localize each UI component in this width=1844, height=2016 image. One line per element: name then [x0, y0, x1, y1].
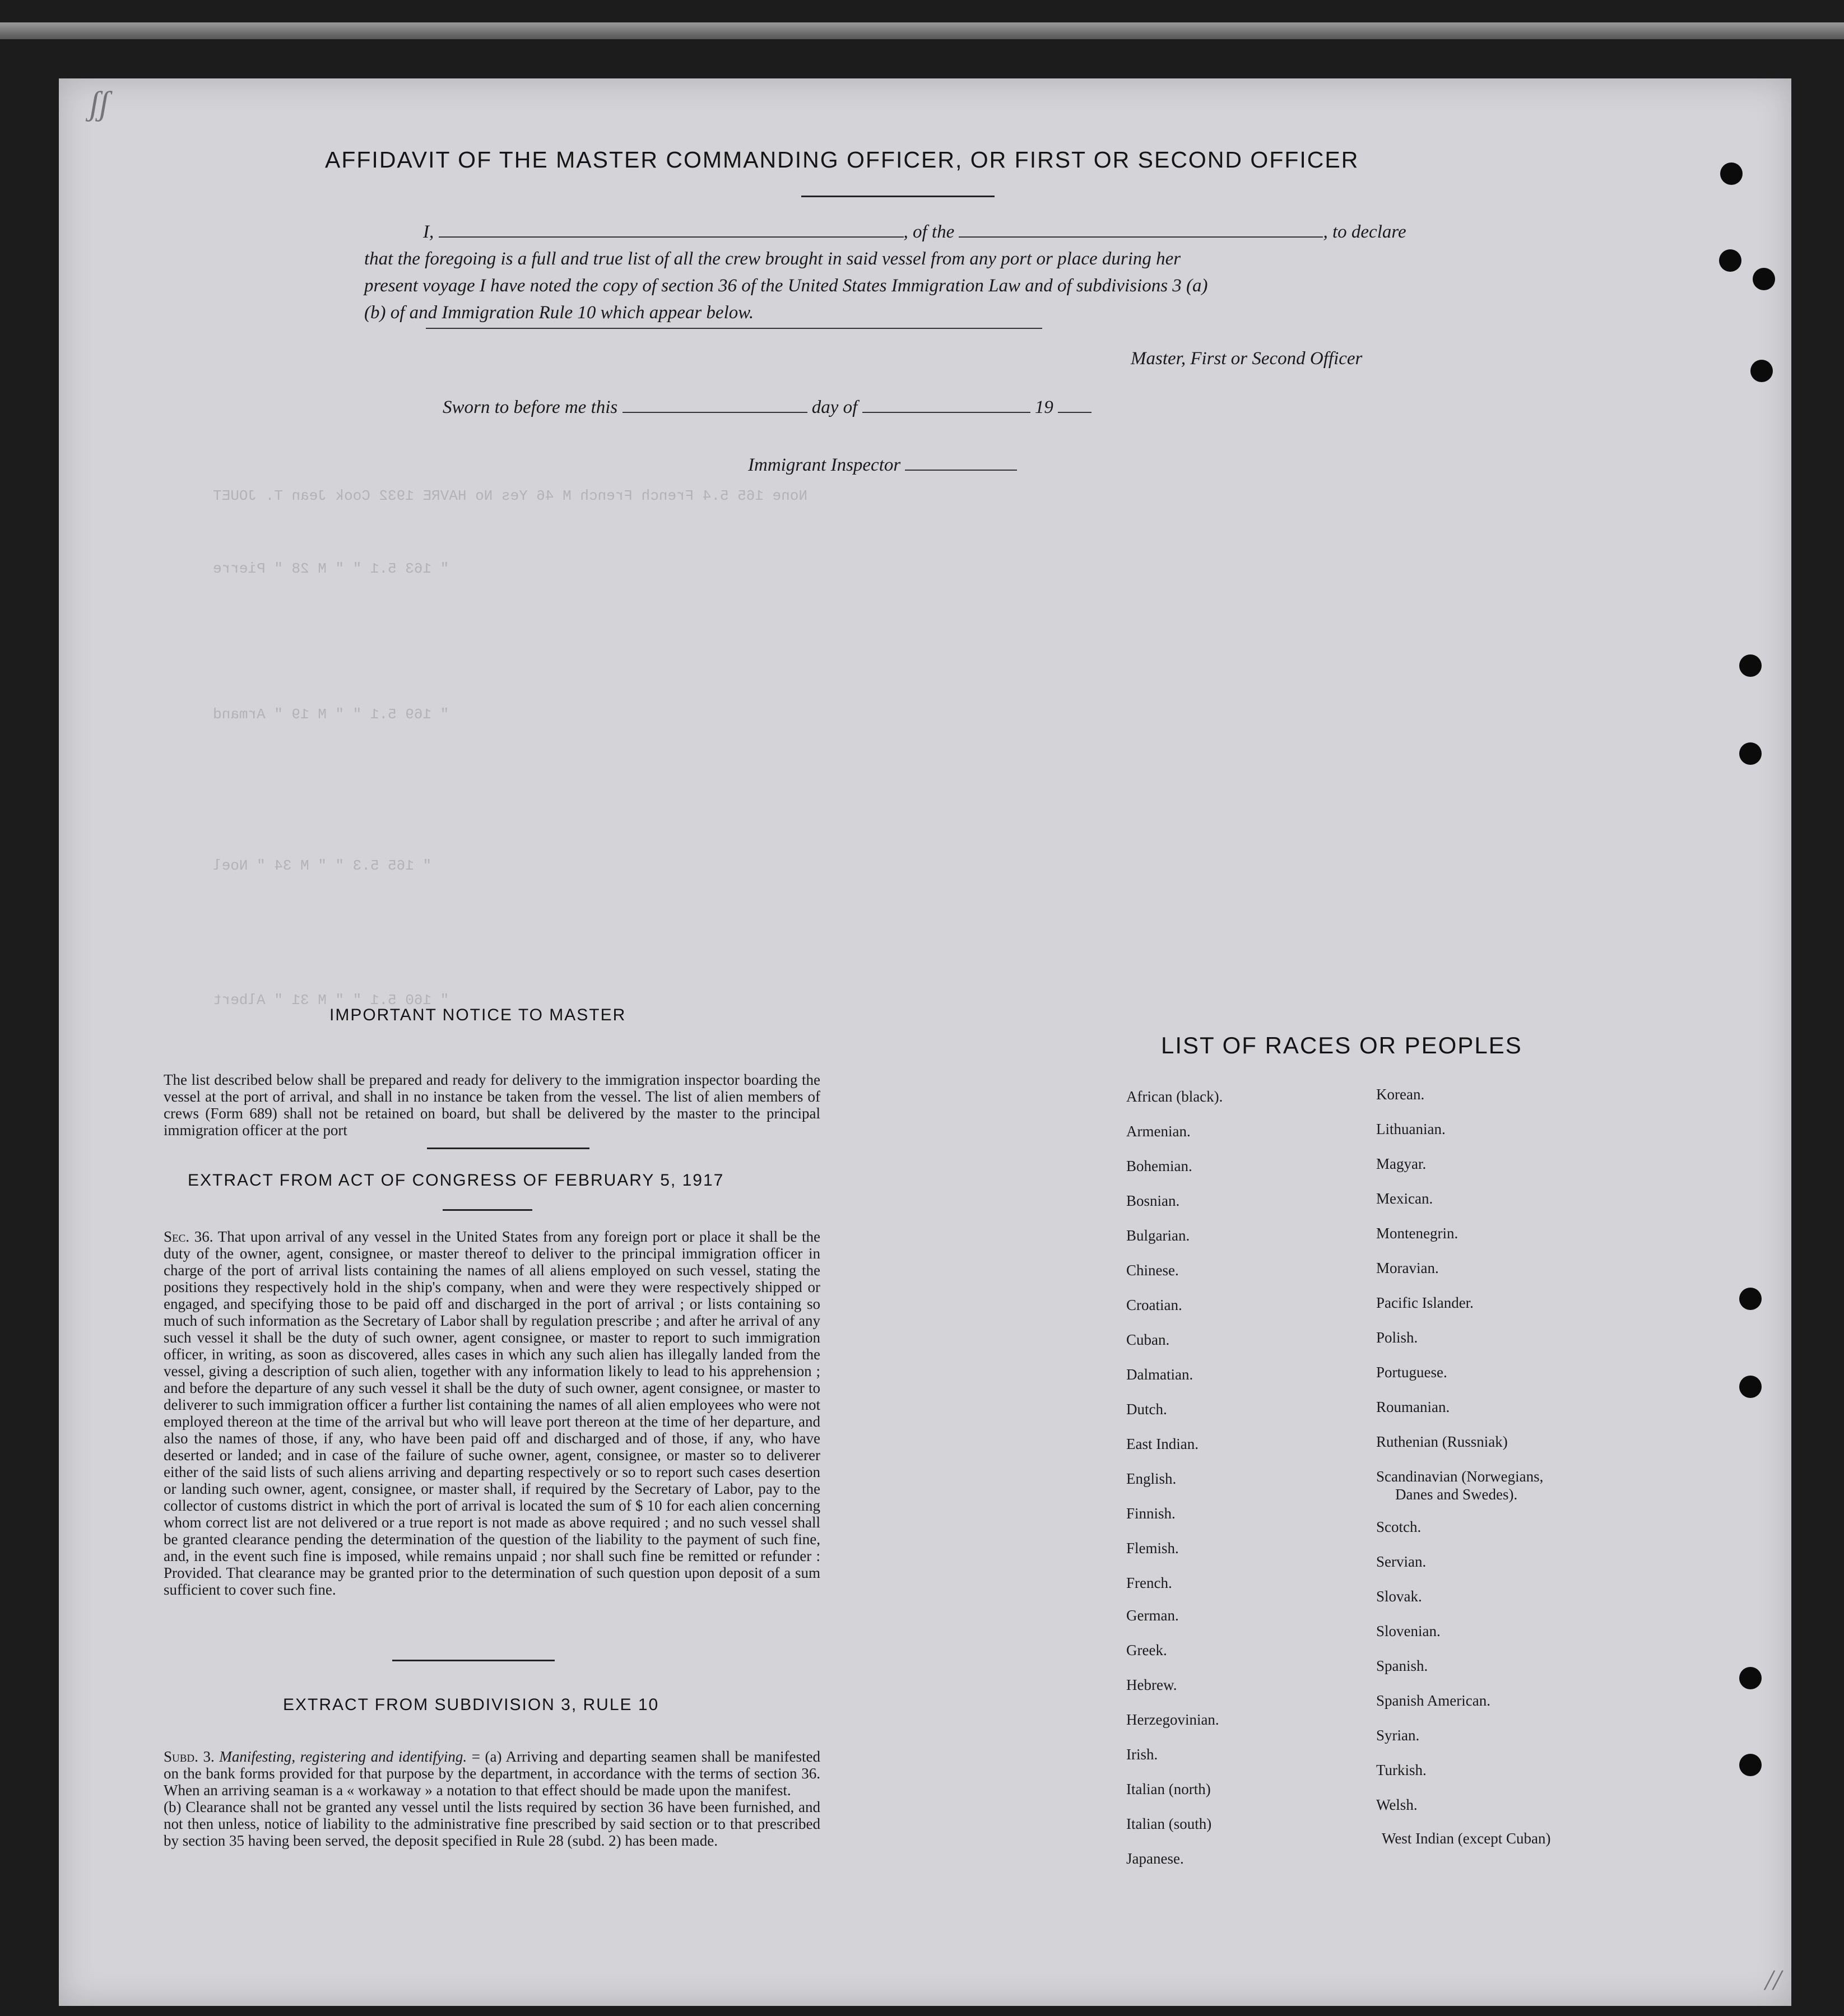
handwritten-mark: // [1765, 1964, 1781, 1996]
title-underline [801, 196, 995, 197]
rule-divider [392, 1660, 555, 1661]
notice-text: The list described below shall be prepared and ready for delivery to the immigration inspector boarding the vessel at the port of arrival, and shall in no instance be taken from the vessel. The list of alien members of crews (Form 689) shall not be retained on board, but shall be delivered by the master to the principal immigration officer at the port [164, 1071, 820, 1139]
race-item: Cuban. [1126, 1331, 1170, 1348]
declaration-line-2: that the foregoing is a full and true list of all the crew brought in said vessel from any port or place during her [364, 249, 1181, 269]
race-item: French. [1126, 1574, 1172, 1591]
bleed-through-row: " 163 5.1 " " M 28 " Pierre [213, 560, 449, 577]
punch-hole [1739, 742, 1762, 765]
race-item: Roumanian. [1376, 1399, 1450, 1415]
subd-title: Manifesting, registering and identifying. [219, 1748, 467, 1765]
declaration-line-4: (b) of and Immigration Rule 10 which appear below. [364, 303, 754, 323]
race-item: Scandinavian (Norwegians, [1376, 1468, 1544, 1485]
race-item: Portuguese. [1376, 1364, 1447, 1381]
rule-paragraph-a [164, 1748, 820, 1799]
inspector-label: Immigrant Inspector [748, 455, 901, 475]
race-item: Japanese. [1126, 1850, 1184, 1867]
signature-label: Master, First or Second Officer [1131, 349, 1363, 369]
declaration-line-3: present voyage I have noted the copy of section 36 of the United States Immigration Law and of subdivisions 3 (a) [364, 276, 1208, 296]
race-item: Irish. [1126, 1746, 1158, 1763]
race-item: Armenian. [1126, 1123, 1191, 1140]
sworn-day-blank[interactable] [623, 395, 807, 413]
race-item: Italian (north) [1126, 1781, 1211, 1797]
rule-text-a: = (a) Arriving and departing seamen shall be manifested on the bank forms provided for that purpose by the department, in accordance with the terms of section 36. When an arriving seaman is a « workaway » a notation to that effect should be made upon the manifest. [164, 1748, 821, 1799]
race-item: Herzegovinian. [1126, 1711, 1219, 1728]
race-item: Magyar. [1376, 1155, 1427, 1172]
punch-hole [1719, 249, 1741, 272]
race-item: Finnish. [1126, 1505, 1176, 1522]
punch-hole [1720, 162, 1743, 185]
inspector-line [748, 453, 1017, 476]
scanner-edge [0, 22, 1844, 39]
signature-line[interactable] [426, 328, 1042, 329]
of-the-label: , of the [903, 222, 955, 242]
punch-hole [1739, 1667, 1762, 1689]
act-text-block [164, 1228, 820, 1598]
name-blank[interactable] [439, 220, 904, 238]
race-item: Spanish. [1376, 1657, 1428, 1674]
rule-heading: EXTRACT FROM SUBDIVISION 3, RULE 10 [283, 1696, 659, 1714]
race-item: Welsh. [1376, 1796, 1418, 1813]
punch-hole [1750, 360, 1773, 382]
punch-hole [1739, 1288, 1762, 1310]
race-item: Dalmatian. [1126, 1366, 1193, 1383]
punch-hole [1739, 1376, 1762, 1398]
bleed-through-row: " 169 5.1 " " M 19 " Armand [213, 706, 449, 723]
punch-hole [1753, 268, 1775, 290]
race-item: Ruthenian (Russniak) [1376, 1433, 1508, 1450]
act-divider [443, 1209, 532, 1211]
affidavit-declaration [364, 219, 1446, 326]
race-item: Moravian. [1376, 1260, 1439, 1276]
race-item: Mexican. [1376, 1190, 1433, 1207]
rule-text-b: (b) Clearance shall not be granted any vessel until the lists required by section 36 have been furnished, and not then unless, notice of liability to the administrative fine prescribed by said section or to that prescribed by section 35 having been served, the deposit specified in Rule 28 (subd. 2) has been made. [164, 1799, 820, 1849]
sworn-year-blank[interactable] [1058, 395, 1091, 413]
rule-text-block [164, 1748, 820, 1849]
year-label: 19 [1034, 397, 1053, 417]
race-item: Dutch. [1126, 1401, 1167, 1418]
sworn-month-blank[interactable] [862, 395, 1030, 413]
bleed-through-row: " 165 5.3 " " M 34 " Noel [213, 857, 432, 874]
race-item: Servian. [1376, 1553, 1427, 1570]
sworn-line [443, 395, 1091, 418]
race-item: Montenegrin. [1376, 1225, 1459, 1242]
declaration-first-line [364, 219, 1446, 245]
race-item: Greek. [1126, 1642, 1167, 1659]
race-item: Polish. [1376, 1329, 1418, 1346]
notice-divider [427, 1148, 589, 1149]
race-item: Bosnian. [1126, 1192, 1180, 1209]
document-page [59, 78, 1791, 2006]
race-item: Lithuanian. [1376, 1121, 1446, 1137]
i-label: I, [423, 222, 434, 242]
race-item: Danes and Swedes). [1395, 1486, 1518, 1503]
race-item: German. [1126, 1607, 1179, 1624]
affidavit-title: AFFIDAVIT OF THE MASTER COMMANDING OFFICER, OR FIRST OR SECOND OFFICER [325, 147, 1359, 173]
sworn-label: Sworn to before me this [443, 397, 618, 417]
act-heading: EXTRACT FROM ACT OF CONGRESS OF FEBRUARY 5, 1917 [188, 1171, 724, 1190]
races-title: LIST OF RACES OR PEOPLES [1161, 1032, 1522, 1058]
race-item: Italian (south) [1126, 1815, 1212, 1832]
to-declare-label: , to declare [1323, 222, 1406, 242]
race-item: African (black). [1126, 1088, 1223, 1105]
race-item: Syrian. [1376, 1727, 1420, 1744]
act-section-label: Sec. 36. [164, 1228, 213, 1245]
race-item: Flemish. [1126, 1540, 1179, 1557]
inspector-blank[interactable] [905, 453, 1017, 471]
race-item: Scotch. [1376, 1518, 1422, 1535]
race-item: Spanish American. [1376, 1692, 1490, 1709]
race-item: Croatian. [1126, 1297, 1182, 1313]
race-item: Pacific Islander. [1376, 1294, 1474, 1311]
race-item: English. [1126, 1470, 1177, 1487]
day-of-label: day of [811, 397, 858, 417]
bleed-through-row: " 160 5.1 " " M 31 " Albert [213, 992, 449, 1009]
vessel-blank[interactable] [959, 220, 1323, 238]
notice-heading: IMPORTANT NOTICE TO MASTER [329, 1006, 626, 1024]
race-item: East Indian. [1126, 1436, 1199, 1452]
race-item: Turkish. [1376, 1762, 1427, 1778]
race-item: Hebrew. [1126, 1676, 1177, 1693]
race-item: Korean. [1376, 1086, 1425, 1103]
punch-hole [1739, 654, 1762, 677]
race-item: Slovenian. [1376, 1623, 1441, 1639]
race-item: West Indian (except Cuban) [1382, 1830, 1551, 1847]
subd-label: Subd. 3. [164, 1748, 215, 1765]
race-item: Bohemian. [1126, 1158, 1192, 1174]
race-item: Bulgarian. [1126, 1227, 1190, 1244]
bleed-through-row: None 165 5.4 French French M 46 Yes No HAVRE 1932 Cook Jean T. JOUET [213, 487, 807, 504]
race-item: Slovak. [1376, 1588, 1422, 1605]
handwritten-mark: ʃʃ [90, 85, 109, 122]
punch-hole [1739, 1754, 1762, 1776]
race-item: Chinese. [1126, 1262, 1179, 1279]
act-text: That upon arrival of any vessel in the United States from any foreign port or place it shall be the duty of the owner, agent, consignee, or master thereof to deliver to the principal immigration officer in charge of the port of arrival lists containing the names of all aliens employed on such vessel, stating the positions they respectively hold in the ship's company, when and were they were respectively shipped or engaged, and specifying those to be paid off and discharged in the port of arrival ; or lists containing so much of such information as the Secretary of Labor shall by regulation prescribe ; and after he arrival of any such vessel it shall be the duty of such owner, agent consignee, or master to report to such immigration officer, in writing, as soon as discovered, alles cases in which any such alien has illegally landed from the vessel, giving a description of such alien, together with any information likely to lead to his apprehension ; and before the departure of any such vessel it shall be the duty of such owner, agent consignee, or master to deliverer to such immigration officer a further list containing the names of all alien employees who were not employed thereon at the time of the arrival but who will leave port thereon at the time of her departure, and also the names of those, if any, who have been paid off and discharged and of those, if any, who have deserted or landed; and in case of the failure of suche owner, agent, consignee, or master so to deliverer either of the said lists of such aliens arriving and departing respectively or so to report such cases desertion or landing such owner, agent, consignee, or master shall, if required by the Secretary of Labor, pay to the collector of customs district in which the port of arrival is located the sum of $ 10 for each alien concerning whom correct list are not delivered or a true report is not made as above required ; and no such vessel shall be granted clearance pending the determination of the question of the liability to the payment of such fine, and, in the event such fine is imposed, while remains unpaid ; nor shall such fine be remitted or refunder : Provided. That clearance may be granted prior to the determination of such question upon deposit of a sum sufficient to cover such fine. [164, 1228, 821, 1598]
